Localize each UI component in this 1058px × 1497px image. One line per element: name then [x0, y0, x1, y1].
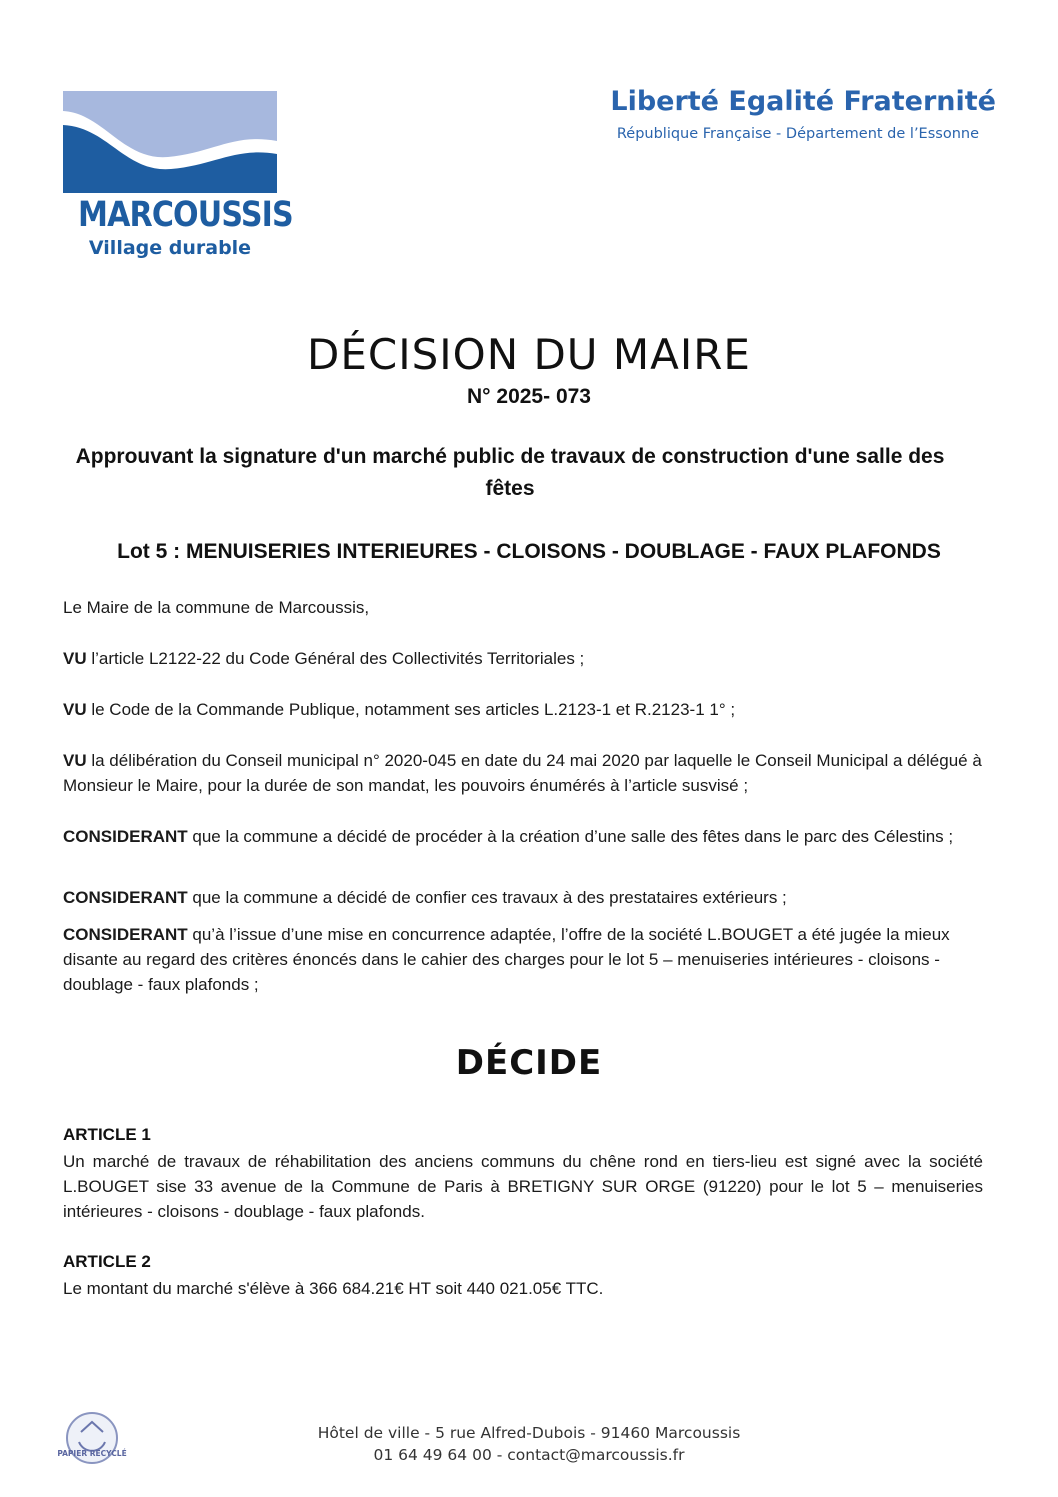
vu-keyword: VU: [63, 700, 87, 719]
republic-subtitle: République Française - Département de l’Essonne: [616, 126, 979, 142]
footer-address: Hôtel de ville - 5 rue Alfred-Dubois - 91460 Marcoussis: [317, 1424, 741, 1442]
considerant-clause: [63, 922, 993, 997]
preamble: Le Maire de la commune de Marcoussis,: [63, 598, 370, 617]
considerant-keyword: CONSIDERANT: [63, 888, 188, 907]
lot-heading: Lot 5 : MENUISERIES INTERIEURES - CLOISONS - DOUBLAGE - FAUX PLAFONDS: [117, 540, 941, 563]
considerant-text: qu’à l’issue d’une mise en concurrence adaptée, l’offre de la société L.BOUGET a été jugée la mieux disante au regard des critères énoncés dans le cahier des charges pour le lot 5 – menuiseries intérieures - cloisons - doublage - faux plafonds ;: [63, 925, 950, 994]
vu-keyword: VU: [63, 649, 87, 668]
considerant-clause: [63, 885, 993, 910]
logo-tagline: Village durable: [88, 237, 252, 259]
decide-heading: DÉCIDE: [455, 1043, 603, 1083]
republic-motto: Liberté Egalité Fraternité: [610, 86, 996, 117]
vu-clause: [63, 697, 993, 722]
article-2-text: Le montant du marché s'élève à 366 684.21€ HT soit 440 021.05€ TTC.: [63, 1279, 604, 1298]
recycled-label: PAPIER RECYCLÉ: [57, 1449, 127, 1458]
article-1-title: ARTICLE 1: [63, 1125, 151, 1144]
vu-text: la délibération du Conseil municipal n° 2020-045 en date du 24 mai 2020 par laquelle le Conseil Municipal a délégué à Monsieur le Maire, pour la durée de son mandat, les pouvoirs énumérés à l’article susvisé ;: [63, 751, 982, 795]
logo-town-name: MARCOUSSIS: [77, 195, 293, 235]
vu-clause: [63, 748, 993, 798]
vu-text: le Code de la Commande Publique, notamment ses articles L.2123-1 et R.2123-1 1° ;: [86, 700, 736, 719]
considerant-text: que la commune a décidé de procéder à la création d’une salle des fêtes dans le parc des Célestins ;: [187, 827, 954, 846]
considerant-keyword: CONSIDERANT: [63, 925, 188, 944]
considerant-keyword: CONSIDERANT: [63, 827, 188, 846]
vu-clause: [63, 646, 993, 671]
logo-wave-emblem: [63, 91, 277, 193]
decision-subject: Approuvant la signature d'un marché public de travaux de construction d'une salle des fêtes: [75, 445, 945, 500]
footer-contact: 01 64 49 64 00 - contact@marcoussis.fr: [373, 1446, 685, 1464]
considerant-text: que la commune a décidé de confier ces travaux à des prestataires extérieurs ;: [187, 888, 787, 907]
marcoussis-logo: [63, 91, 293, 266]
vu-text: l’article L2122-22 du Code Général des Collectivités Territoriales ;: [86, 649, 585, 668]
decision-number: N° 2025- 073: [467, 385, 591, 408]
article-2-title: ARTICLE 2: [63, 1252, 151, 1271]
considerant-clause: [63, 824, 993, 849]
vu-keyword: VU: [63, 751, 87, 770]
article-1-text: Un marché de travaux de réhabilitation des anciens communs du chêne rond en tiers-lieu est signé avec la société L.BOUGET sise 33 avenue de la Commune de Paris à BRETIGNY SUR ORGE (91220) pour le lot 5 – menuiseries intérieures - cloisons - doublage - faux plafonds.: [63, 1152, 983, 1221]
document-title: DÉCISION DU MAIRE: [307, 330, 751, 379]
